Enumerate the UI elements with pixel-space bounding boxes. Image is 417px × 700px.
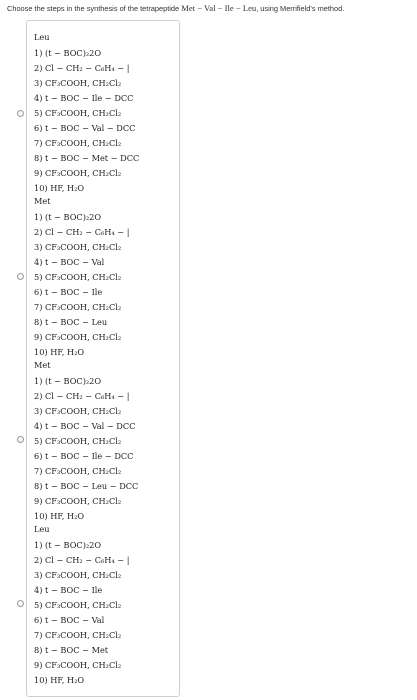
step-item: 3) CF₃COOH, CH₂Cl₂ — [34, 78, 122, 88]
radio-option-3[interactable] — [17, 436, 24, 443]
step-item: 8) t − BOC − Met − DCC — [34, 153, 140, 163]
step-item: 4) t − BOC − Ile − DCC — [34, 93, 134, 103]
step-item: 9) CF₃COOH, CH₂Cl₂ — [34, 332, 122, 342]
step-item: 7) CF₃COOH, CH₂Cl₂ — [34, 466, 122, 476]
step-item: 5) CF₃COOH, CH₂Cl₂ — [34, 436, 122, 446]
question-prefix: Choose the steps in the synthesis of the tetrapeptide — [7, 4, 182, 13]
step-item: 10) HF, H₂O — [34, 675, 85, 685]
options-panel — [26, 20, 180, 697]
step-item: 10) HF, H₂O — [34, 347, 85, 357]
step-item: 1) (t − BOC)₂2O — [34, 212, 102, 222]
step-item: 2) Cl − CH₂ − C₆H₄ − | — [34, 227, 130, 237]
step-list — [34, 374, 138, 524]
step-list — [34, 46, 139, 196]
step-item: 9) CF₃COOH, CH₂Cl₂ — [34, 168, 122, 178]
step-item: 1) (t − BOC)₂2O — [34, 376, 102, 386]
step-item: 10) HF, H₂O — [34, 183, 85, 193]
step-item: 6) t − BOC − Val — [34, 615, 105, 625]
step-item: 10) HF, H₂O — [34, 511, 85, 521]
step-item: 9) CF₃COOH, CH₂Cl₂ — [34, 496, 122, 506]
step-item: 4) t − BOC − Ile — [34, 585, 103, 595]
step-item: 2) Cl − CH₂ − C₆H₄ − | — [34, 63, 130, 73]
radio-option-4[interactable] — [17, 600, 24, 607]
step-item: 8) t − BOC − Met — [34, 645, 109, 655]
step-item: 6) t − BOC − Ile − DCC — [34, 451, 134, 461]
step-list — [34, 210, 130, 360]
step-item: 8) t − BOC − Leu — [34, 317, 108, 327]
option-title: Leu — [34, 524, 50, 534]
step-item: 7) CF₃COOH, CH₂Cl₂ — [34, 302, 122, 312]
step-item: 7) CF₃COOH, CH₂Cl₂ — [34, 138, 122, 148]
step-item: 4) t − BOC − Val — [34, 257, 105, 267]
option-title: Met — [34, 196, 51, 206]
radio-option-2[interactable] — [17, 273, 24, 280]
step-item: 5) CF₃COOH, CH₂Cl₂ — [34, 272, 122, 282]
step-item: 7) CF₃COOH, CH₂Cl₂ — [34, 630, 122, 640]
step-item: 1) (t − BOC)₂2O — [34, 48, 102, 58]
step-item: 5) CF₃COOH, CH₂Cl₂ — [34, 600, 122, 610]
step-item: 6) t − BOC − Val − DCC — [34, 123, 136, 133]
step-item: 3) CF₃COOH, CH₂Cl₂ — [34, 406, 122, 416]
step-item: 2) Cl − CH₂ − C₆H₄ − | — [34, 555, 130, 565]
step-item: 4) t − BOC − Val − DCC — [34, 421, 136, 431]
step-item: 2) Cl − CH₂ − C₆H₄ − | — [34, 391, 130, 401]
step-item: 3) CF₃COOH, CH₂Cl₂ — [34, 242, 122, 252]
question-suffix: , using Merrifield's method. — [256, 4, 345, 13]
question-formula: Met − Val − Ile − Leu — [181, 3, 257, 13]
step-item: 5) CF₃COOH, CH₂Cl₂ — [34, 108, 122, 118]
step-item: 3) CF₃COOH, CH₂Cl₂ — [34, 570, 122, 580]
option-title: Met — [34, 360, 51, 370]
step-list — [34, 538, 130, 688]
radio-option-1[interactable] — [17, 110, 24, 117]
question-text — [7, 3, 412, 13]
step-item: 1) (t − BOC)₂2O — [34, 540, 102, 550]
step-item: 8) t − BOC − Leu − DCC — [34, 481, 139, 491]
step-item: 6) t − BOC − Ile — [34, 287, 103, 297]
step-item: 9) CF₃COOH, CH₂Cl₂ — [34, 660, 122, 670]
option-title: Leu — [34, 32, 50, 42]
